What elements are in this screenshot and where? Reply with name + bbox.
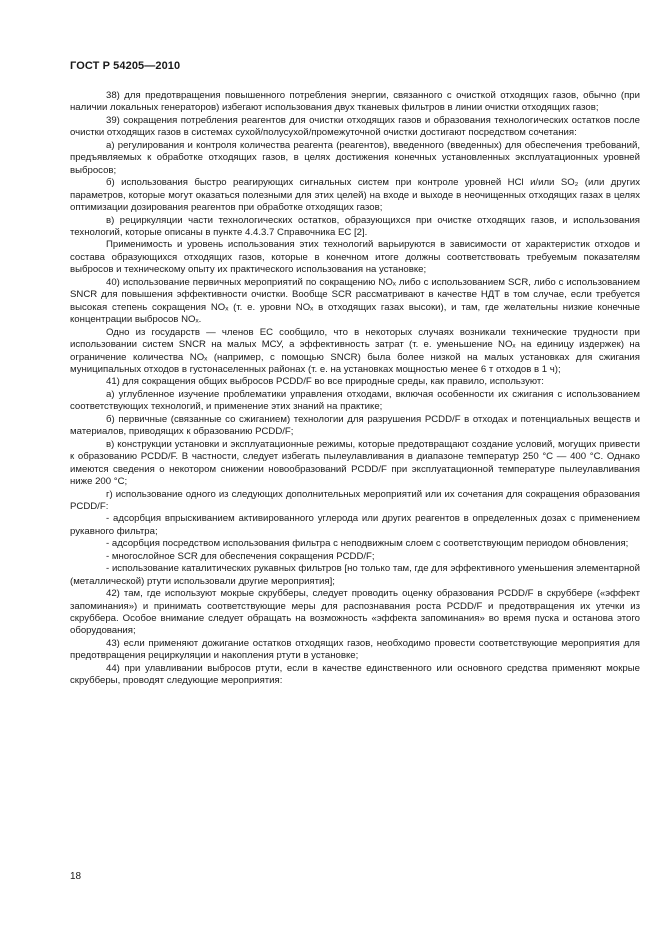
- paragraph: 42) там, где используют мокрые скрубберы, следует проводить оценку образования PCDD/F в скруббере («эффект запоминания») и принимать соответствующие меры для распознавания роста PCDD/F и предотвращения их утечки из скруббера. Особое внимание следует обращать на возможность «эффекта запоминания» во время пуска и останова этого оборудования;: [70, 588, 640, 637]
- document-header: ГОСТ Р 54205—2010: [70, 60, 181, 72]
- paragraph: Одно из государств — членов ЕС сообщило, что в некоторых случаях возникали технические трудности при использовании систем SNCR на малых МСУ, а эффективность затрат (т. е. уменьшение NOₓ на единицу издержек) на ограничение количества NOₓ (например, с помощью SNCR) была более низкой на малых установках для сжигания муниципальных отходов в густонаселенных районах (т. е. на установках мощностью менее 6 т отходов в 1 ч);: [70, 326, 640, 375]
- paragraph: а) углубленное изучение проблематики управления отходами, включая особенности их сжигания с использованием соответствующих технологий, и применение этих знаний на практике;: [70, 388, 640, 413]
- paragraph: в) конструкции установки и эксплуатационные режимы, которые предотвращают создание условий, могущих привести к образованию PCDD/F. В частности, следует избегать пылеулавливания в диапазоне температур 250 °С — 400 °С. Однако имеются сведения о некотором снижении новообразований PCDD/F при эксплуатационной температуре пылеулавливания ниже 200 °С;: [70, 438, 640, 488]
- paragraph: 44) при улавливании выбросов ртути, если в качестве единственного или основного средства применяют мокрые скрубберы, проводят следующие мероприятия:: [70, 662, 640, 687]
- paragraph: - адсорбция посредством использования фильтра с неподвижным слоем с соответствующим периодом обновления;: [106, 538, 629, 550]
- paragraph: б) первичные (связанные со сжиганием) технологии для разрушения PCDD/F в отходах и потенциальных веществ и материалов, приводящих к образованию PCDD/F;: [70, 413, 640, 438]
- paragraph: 39) сокращения потребления реагентов для очистки отходящих газов и образования технологических остатков после очистки отходящих газов в системах сухой/полусухой/промежуточной очистки достигают посредством сочетания:: [70, 114, 640, 139]
- document-body: [70, 90, 640, 688]
- paragraph: г) использование одного из следующих дополнительных мероприятий или их сочетания для сокращения образования PCDD/F:: [70, 488, 640, 512]
- paragraph: 43) если применяют дожигание остатков отходящих газов, необходимо провести соответствующие мероприятия для предотвращения рециркуляции и накопления ртути в установке;: [70, 637, 640, 662]
- paragraph: а) регулирования и контроля количества реагента (реагентов), введенного (введенных) для обеспечения требований, предъявляемых к обработке отходящих газов, в целях достижения конечных установленных эксплуатационных уровней выбросов;: [70, 139, 640, 176]
- paragraph: - многослойное SCR для обеспечения сокращения PCDD/F;: [106, 550, 375, 562]
- paragraph: - адсорбция впрыскиванием активированного углерода или других реагентов в определенных дозах с применением рукавного фильтра;: [70, 513, 640, 537]
- paragraph: 38) для предотвращения повышенного потребления энергии, связанного с очисткой отходящих газов, обычно (при наличии локальных генераторов) избегают использования двух тканевых фильтров в линии очистки отходящих газов;: [70, 90, 640, 114]
- paragraph: в) рециркуляции части технологических остатков, образующихся при очистке отходящих газов, и использования технологий, которые описаны в пункте 4.4.3.7 Справочника ЕС [2].: [70, 214, 640, 238]
- paragraph: 41) для сокращения общих выбросов PCDD/F во все природные среды, как правило, используют:: [106, 376, 544, 388]
- paragraph: 40) использование первичных мероприятий по сокращению NOₓ либо с использованием SCR, либо с использованием SNCR для повышения эффективности очистки. Вообще SCR рассматривают в качестве НДТ в том случае, если требуется высокая степень сокращения NOₓ (т. е. уровни NOₓ в отходящих газах высоки), и там, где желательны низкие конечные концентрации выбросов NOₓ.: [70, 276, 640, 326]
- paragraph: Применимость и уровень использования этих технологий варьируются в зависимости от характеристик отходов и состава образующихся отходящих газов, которые в конечном итоге должны соответствовать требуемым показателям выбросов и техническому опыту их практического использования на установке;: [70, 239, 640, 276]
- paragraph: - использование каталитических рукавных фильтров [но только там, где для эффективного уменьшения элементарной (металлической) ртути использовали другие мероприятия];: [70, 563, 640, 587]
- page-number: 18: [70, 871, 82, 882]
- paragraph: б) использования быстро реагирующих сигнальных систем при контроле уровней HCl и/или SO₂ (или других параметров, которые могут оказаться полезными для этих целей) на входе и выходе в неочищенных отходящих газах в целях оптимизации дозирования реагентов при обработке отходящих газов;: [70, 177, 640, 214]
